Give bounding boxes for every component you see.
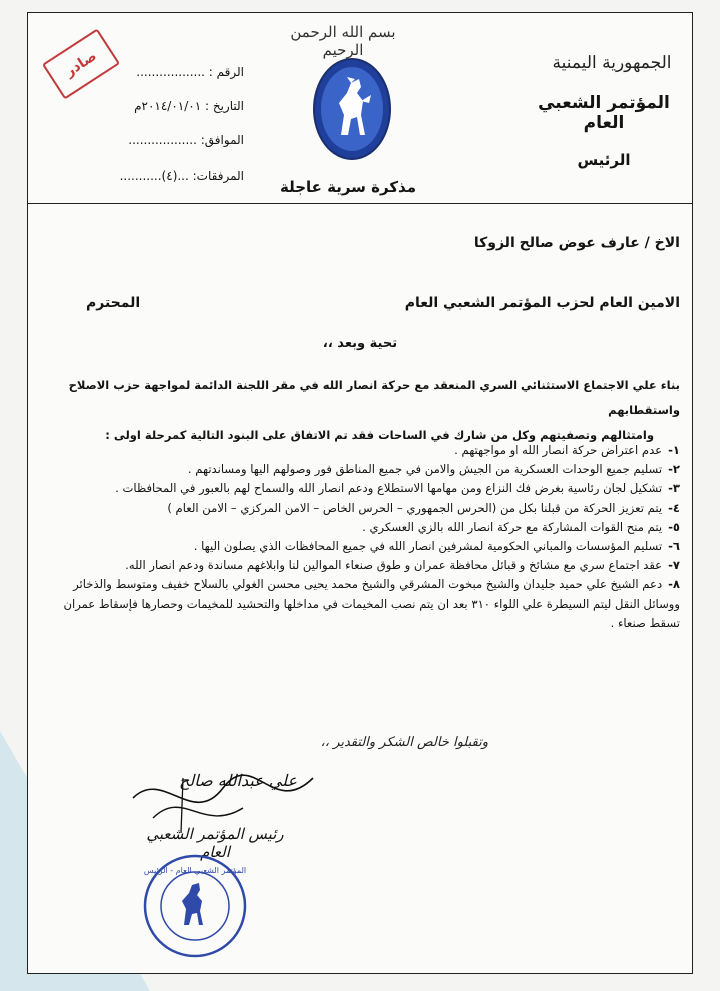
intro-line-1: بناء علي الاجتماع الاستثنائي السري المنعقد مع حركة انصار الله في مقر اللجنة الدائمة لمواجهة حزب الاصلاح واستقطابهم [68, 378, 680, 417]
hijri-date-field: الموافق: .................. [128, 133, 244, 147]
respected-label: المحترم [86, 295, 141, 311]
list-item: ١-عدم اعتراض حركة انصار الله او مواجهتهم . [454, 443, 680, 457]
intro-line-2: وامتثالهم وتصفيتهم وكل من شارك في الساحات فقد تم الاتفاق على البنود التالية كمرحلة اولى : [105, 428, 654, 442]
list-item: ٥-يتم منح القوات المشاركة مع حركة انصار الله بالزي العسكري . [362, 519, 680, 534]
svg-text:المؤتمر الشعبي العام - الرئيس: المؤتمر الشعبي العام - الرئيس [143, 866, 247, 875]
memo-title: مذكرة سرية عاجلة [279, 178, 417, 196]
attachments-field: المرفقات: ...(٤)........... [119, 169, 244, 183]
list-item: ٨-دعم الشيخ علي حميد جليدان والشيخ مبخوت المشرقي والشيخ محمد يحيى محسن الغولي بالسلاح خفيف ومتوسط والذخائر ووسائل النقل ليتم السيطرة علي اللواء ٣١٠ بعد ان يتم نصب المخيمات في مداخلها والتحشيد للمخيمات وحصارها فإسقاط عمران تسقط صنعاء . [63, 577, 680, 630]
outgoing-stamp: صادر [42, 28, 120, 99]
list-item: ٣-تشكيل لجان رئاسية بغرض فك النزاع ومن مهامها الاستطلاع ودعم انصار الله والسماح لهم بالعبور في المحافظات . [115, 481, 680, 496]
date-field: التاريخ : ٢٠١٤/٠١/٠١م [134, 99, 244, 113]
signatory-name: علي عبدالله صالح [179, 771, 297, 790]
party-seal-icon [142, 853, 248, 959]
intro-paragraph [40, 373, 680, 448]
addressee-title: الامين العام لحزب المؤتمر الشعبي العام [404, 295, 680, 311]
addressee: الاخ / عارف عوض صالح الزوكا [473, 235, 680, 251]
memo-document [27, 12, 693, 974]
closing-line: وتقبلوا خالص الشكر والتقدير ،، [320, 735, 488, 750]
signatory-title: رئيس المؤتمر الشعبي العام [146, 825, 284, 861]
republic-name: الجمهورية اليمنية [552, 53, 672, 73]
president-label: الرئيس [577, 151, 631, 169]
party-name: المؤتمر الشعبي العام [538, 93, 670, 133]
party-emblem-icon [311, 55, 393, 163]
letterhead [28, 13, 692, 204]
list-item: ٧-عقد اجتماع سري مع مشائخ و قبائل محافظة عمران و طوق صنعاء الموالين لنا وابلاغهم مساندة ودعم انصار الله. [125, 558, 680, 573]
list-item: ٢-تسليم جميع الوحدات العسكرية من الجيش والامن في جميع المناطق فور وصولهم اليها ومساندتهم . [187, 462, 680, 477]
greeting: تحية وبعد ،، [322, 336, 398, 351]
agreement-items [40, 441, 680, 633]
bismillah: بسم الله الرحمن الرحيم [290, 23, 396, 59]
list-item: ٤-يتم تعزيز الحركة من قبلنا بكل من (الحرس الجمهوري – الحرس الخاص – الامن المركزي – الامن العام ) [167, 500, 680, 515]
ref-number-field: الرقم : .................. [136, 65, 244, 79]
list-item: ٦-تسليم المؤسسات والمباني الحكومية لمشرفين انصار الله في جميع المحافظات الذي يصلون اليها . [193, 539, 680, 554]
